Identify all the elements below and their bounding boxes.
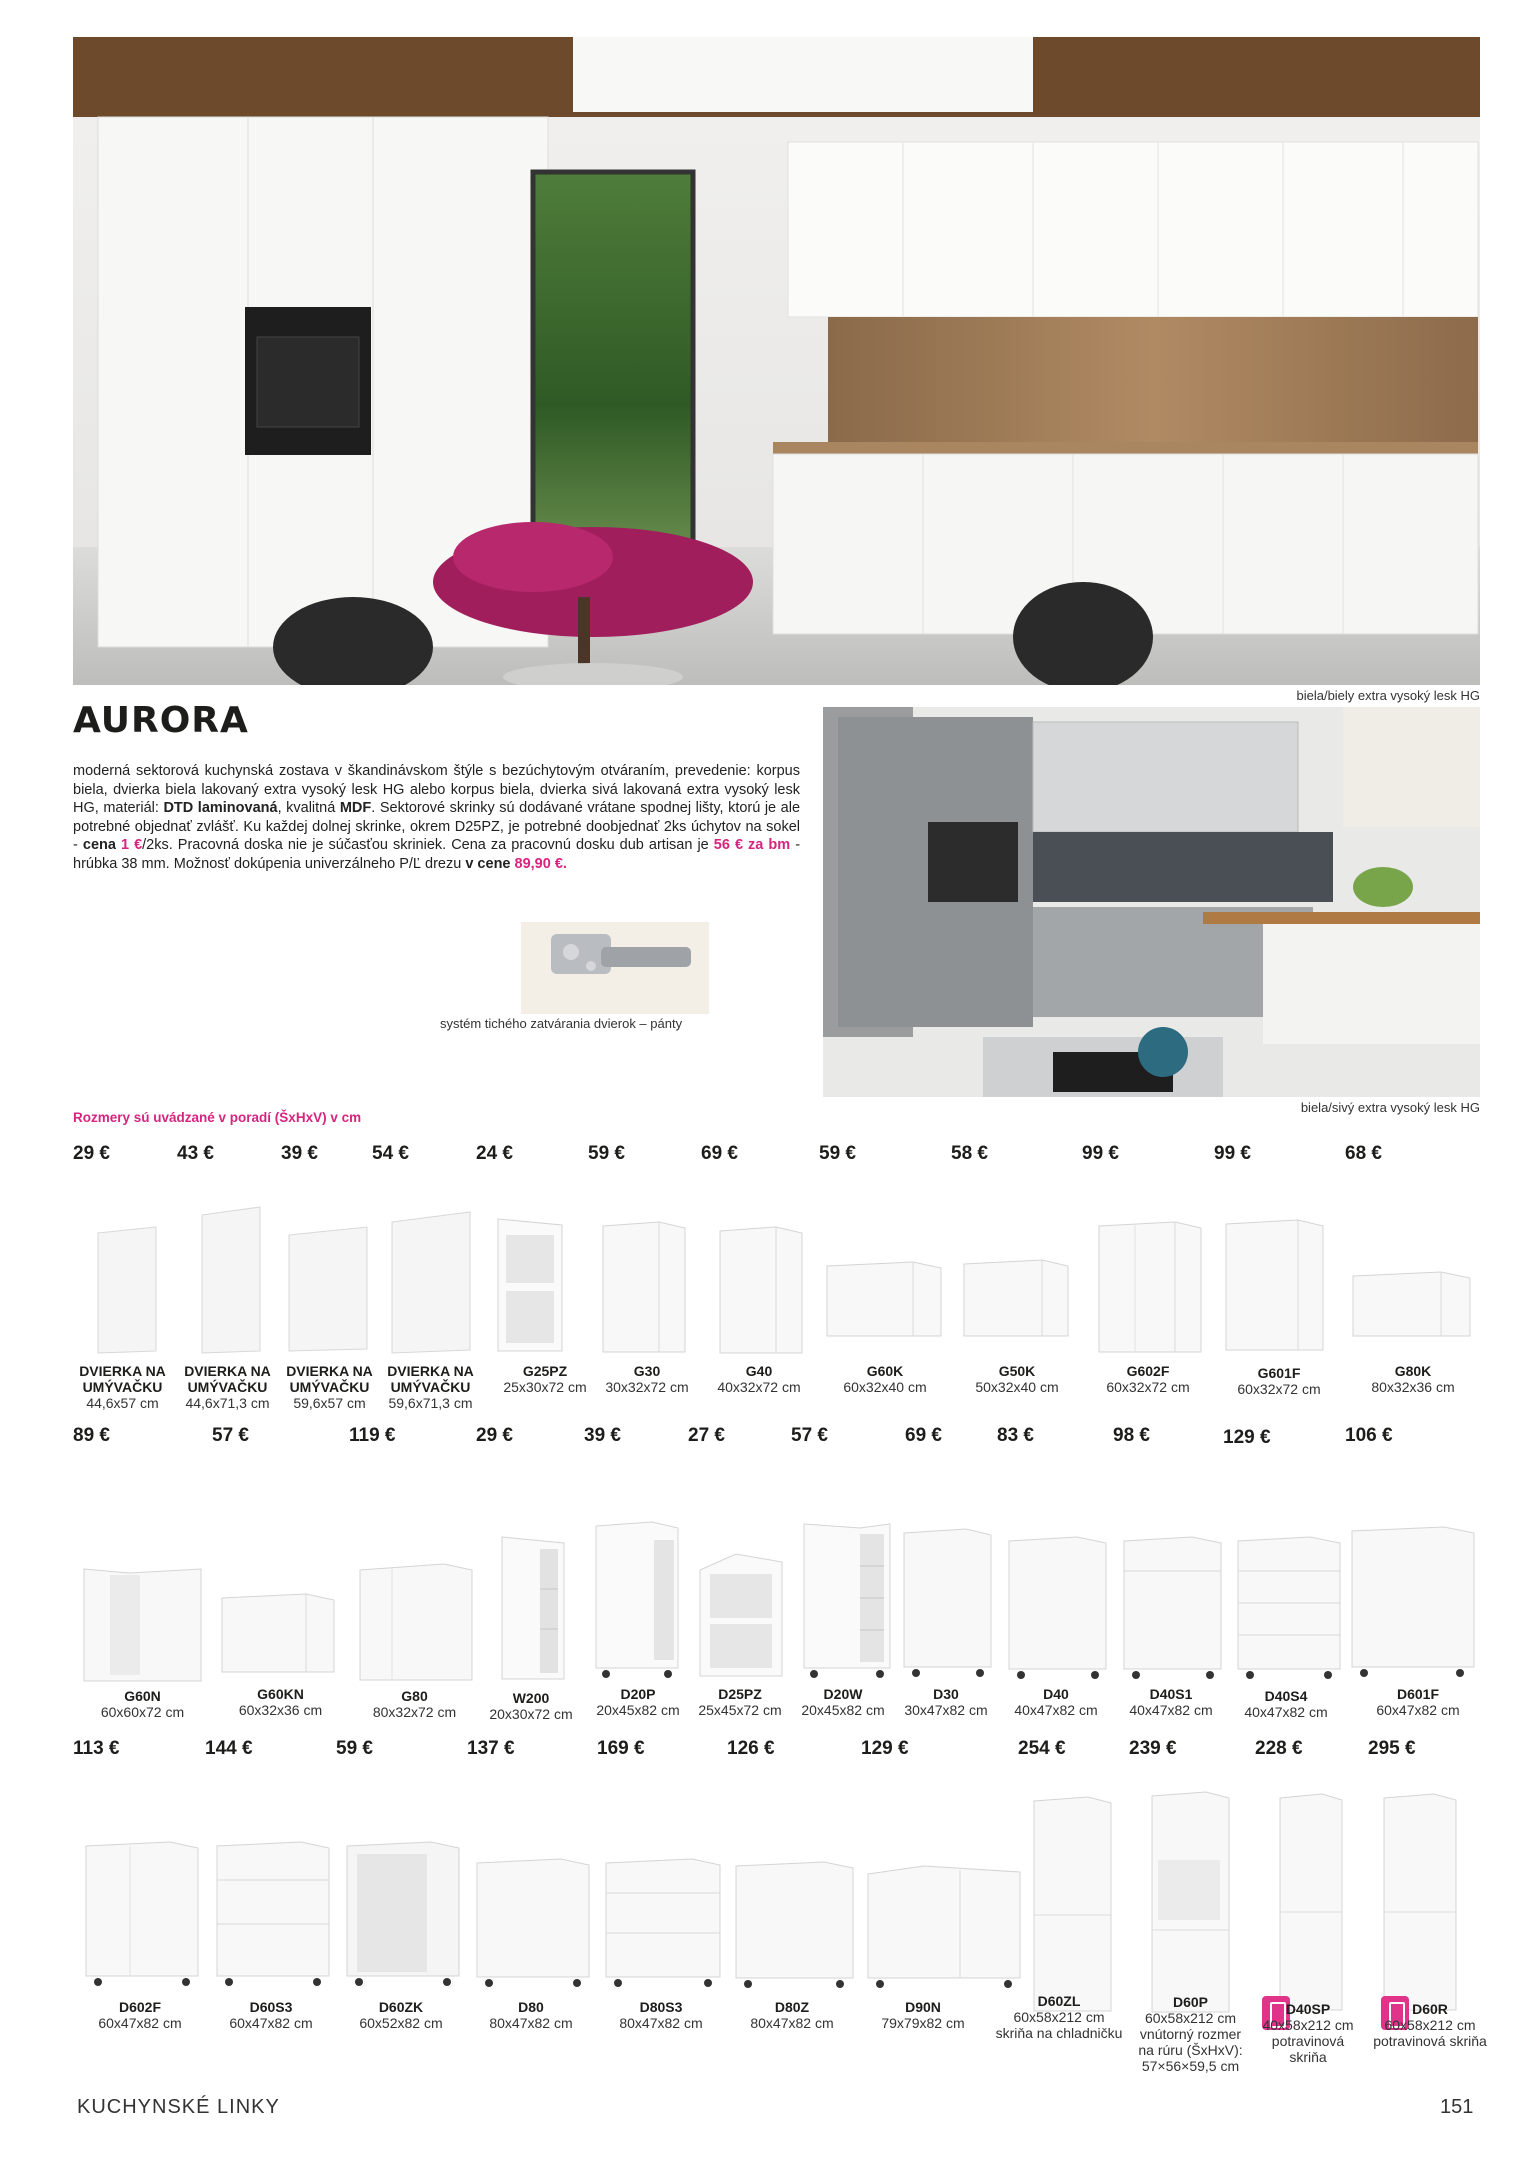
price: 113 € bbox=[73, 1738, 120, 1759]
product-item bbox=[984, 1993, 1134, 2041]
product-name: D602F bbox=[118, 1999, 162, 2015]
product-dimensions: 80x47x82 cm bbox=[619, 2015, 703, 2031]
product-item bbox=[868, 1999, 978, 2031]
cabinet-d40s4-image bbox=[1234, 1535, 1344, 1680]
product-dimensions: 20x45x82 cm bbox=[596, 1702, 680, 1718]
product-dimensions: 30x32x72 cm bbox=[605, 1379, 689, 1395]
price: 59 € bbox=[588, 1143, 625, 1164]
price: 24 € bbox=[476, 1143, 513, 1164]
product-description: moderná sektorová kuchynská zostava v škandinávskom štýle s bezúchytovým otváraním, prevedenie: korpus biela, dvierka biela lakovaný extra vysoký lesk HG alebo korpus biela, dvierka sivá lakovaná extra vysoký lesk HG, materiál: DTD laminovaná, kvalitná MDF. Sektorové skrinky sú dodávané vrátane spodnej lišty, ktorú je ale potrebné objednať zvlášť. Ku každej dolnej skrinke, okrem D25PZ, je potrebné doobjednať 2ks úchytov na sokel - cena 1 €/2ks. Pracovná doska nie je súčasťou skriniek. Cena za pracovnú dosku dub artisan je 56 € za bm - hrúbka 38 mm. Možnosť dokúpenia univerzálneho P/Ľ drezu v cene 89,90 €. bbox=[73, 763, 801, 872]
product-name: DVIERKA NA UMÝVAČKU bbox=[79, 1363, 166, 1395]
product-name: D60R bbox=[1412, 2001, 1448, 2017]
cabinet-d20p-image bbox=[592, 1520, 682, 1680]
product-item bbox=[708, 1363, 810, 1395]
product-item bbox=[1005, 1686, 1107, 1718]
cabinet-g601f-image bbox=[1222, 1218, 1327, 1353]
product-dimensions: 60x58x212 cm skriňa na chladničku bbox=[995, 2009, 1123, 2041]
cabinet-g80k-image bbox=[1349, 1270, 1474, 1340]
price: 43 € bbox=[177, 1143, 214, 1164]
cabinet-d30-image bbox=[900, 1527, 995, 1680]
product-item bbox=[689, 1686, 791, 1718]
product-item bbox=[1367, 2001, 1493, 2049]
product-name: DVIERKA NA UMÝVAČKU bbox=[184, 1363, 271, 1395]
cabinet-d60zk-image bbox=[343, 1840, 463, 1990]
cabinet-d80z-image bbox=[732, 1860, 857, 1990]
product-name: D80S3 bbox=[639, 1999, 683, 2015]
product-name: D60ZK bbox=[378, 1999, 424, 2015]
hero-caption: biela/biely extra vysoký lesk HG bbox=[1296, 688, 1480, 703]
product-name: W200 bbox=[512, 1690, 550, 1706]
product-item bbox=[606, 1999, 716, 2031]
product-name: G25PZ bbox=[522, 1363, 568, 1379]
product-name: D90N bbox=[905, 1999, 941, 2015]
product-item bbox=[494, 1363, 596, 1395]
product-dimensions: 60x32x72 cm bbox=[1106, 1379, 1190, 1395]
door-panel-image bbox=[92, 1225, 162, 1355]
cabinet-d20w-image bbox=[800, 1520, 895, 1680]
price: 89 € bbox=[73, 1425, 110, 1446]
product-name: G80K bbox=[1394, 1363, 1432, 1379]
price: 54 € bbox=[372, 1143, 409, 1164]
hinge-photo bbox=[521, 922, 709, 1014]
price: 59 € bbox=[819, 1143, 856, 1164]
product-dimensions: 59,6x71,3 cm bbox=[388, 1395, 473, 1411]
product-name: D80 bbox=[518, 1999, 544, 2015]
page-number: 151 bbox=[1440, 2096, 1474, 2118]
product-dimensions: 44,6x57 cm bbox=[86, 1395, 159, 1411]
product-item bbox=[1128, 1994, 1253, 2074]
product-name: D40 bbox=[1043, 1686, 1069, 1702]
product-name: D601F bbox=[1396, 1686, 1440, 1702]
product-item bbox=[476, 1999, 586, 2031]
cabinet-g50k-image bbox=[960, 1258, 1072, 1340]
cabinet-d80-image bbox=[473, 1857, 593, 1990]
product-item bbox=[587, 1686, 689, 1718]
cabinet-g60n-image bbox=[80, 1565, 205, 1685]
product-name: G30 bbox=[633, 1363, 661, 1379]
product-dimensions: 40x32x72 cm bbox=[717, 1379, 801, 1395]
price: 239 € bbox=[1129, 1738, 1177, 1759]
cabinet-w200-image bbox=[498, 1533, 568, 1683]
price: 99 € bbox=[1214, 1143, 1251, 1164]
cabinet-d80s3-image bbox=[602, 1857, 724, 1990]
product-title: AURORA bbox=[73, 700, 249, 741]
door-panel-image bbox=[283, 1225, 373, 1353]
cabinet-g80-image bbox=[356, 1562, 476, 1685]
cabinet-g60k-image bbox=[823, 1260, 945, 1340]
product-dimensions: 60x47x82 cm bbox=[229, 2015, 313, 2031]
product-dimensions: 40x47x82 cm bbox=[1244, 1704, 1328, 1720]
product-dimensions: 25x45x72 cm bbox=[698, 1702, 782, 1718]
price: 69 € bbox=[905, 1425, 942, 1446]
product-dimensions: 60x47x82 cm bbox=[98, 2015, 182, 2031]
product-dimensions: 60x52x82 cm bbox=[359, 2015, 443, 2031]
product-item bbox=[277, 1363, 382, 1411]
price: 58 € bbox=[951, 1143, 988, 1164]
price: 98 € bbox=[1113, 1425, 1150, 1446]
price: 129 € bbox=[861, 1738, 909, 1759]
price: 144 € bbox=[205, 1738, 253, 1759]
product-dimensions: 79x79x82 cm bbox=[881, 2015, 965, 2031]
product-item bbox=[357, 1688, 472, 1720]
product-dimensions: 60x47x82 cm bbox=[1376, 1702, 1460, 1718]
product-item bbox=[962, 1363, 1072, 1395]
cabinet-d40sp-image bbox=[1276, 1792, 1346, 2017]
product-dimensions: 20x30x72 cm bbox=[489, 1706, 573, 1722]
product-name: D60ZL bbox=[1037, 1993, 1081, 2009]
door-panel-image bbox=[196, 1205, 266, 1355]
product-dimensions: 60x60x72 cm bbox=[100, 1704, 185, 1720]
product-name: G60KN bbox=[257, 1686, 304, 1702]
cabinet-d60r-image bbox=[1380, 1792, 1460, 2017]
product-name: G60N bbox=[124, 1688, 161, 1704]
price: 29 € bbox=[476, 1425, 513, 1446]
product-dimensions: 80x32x72 cm bbox=[372, 1704, 457, 1720]
product-name: D25PZ bbox=[718, 1686, 762, 1702]
product-item bbox=[596, 1363, 698, 1395]
price: 69 € bbox=[701, 1143, 738, 1164]
product-dimensions: 59,6x57 cm bbox=[293, 1395, 366, 1411]
price: 39 € bbox=[281, 1143, 318, 1164]
product-name: D40S1 bbox=[1149, 1686, 1193, 1702]
product-name: G601F bbox=[1257, 1365, 1301, 1381]
price: 295 € bbox=[1368, 1738, 1416, 1759]
product-item bbox=[85, 1999, 195, 2031]
cabinet-d25pz-image bbox=[696, 1550, 786, 1680]
product-dimensions: 60x32x72 cm bbox=[1237, 1381, 1321, 1397]
product-dimensions: 20x45x82 cm bbox=[801, 1702, 885, 1718]
product-item bbox=[480, 1690, 582, 1722]
product-item bbox=[1253, 2001, 1363, 2065]
cabinet-d40-image bbox=[1005, 1535, 1110, 1680]
price: 27 € bbox=[688, 1425, 725, 1446]
product-item bbox=[895, 1686, 997, 1718]
product-item bbox=[378, 1363, 483, 1411]
product-item bbox=[830, 1363, 940, 1395]
product-item bbox=[1120, 1686, 1222, 1718]
product-item bbox=[346, 1999, 456, 2031]
product-item bbox=[70, 1363, 175, 1411]
product-dimensions: 50x32x40 cm bbox=[975, 1379, 1059, 1395]
product-name: DVIERKA NA UMÝVAČKU bbox=[387, 1363, 474, 1395]
price: 68 € bbox=[1345, 1143, 1382, 1164]
product-name: D80Z bbox=[774, 1999, 810, 2015]
product-item bbox=[223, 1686, 338, 1718]
cabinet-g40-image bbox=[716, 1225, 806, 1355]
product-item bbox=[737, 1999, 847, 2031]
cabinet-g25pz-image bbox=[494, 1215, 566, 1355]
cabinet-d60s3-image bbox=[213, 1840, 333, 1990]
price: 126 € bbox=[727, 1738, 775, 1759]
cabinet-d602f-image bbox=[82, 1840, 202, 1990]
cabinet-g60kn-image bbox=[218, 1592, 338, 1677]
price: 99 € bbox=[1082, 1143, 1119, 1164]
hinge-caption: systém tichého zatvárania dvierok – pánty bbox=[440, 1016, 683, 1031]
cabinet-g30-image bbox=[599, 1220, 689, 1355]
product-name: D60S3 bbox=[249, 1999, 293, 2015]
product-name: D60P bbox=[1172, 1994, 1209, 2010]
product-item bbox=[1356, 1363, 1470, 1395]
product-item bbox=[1224, 1365, 1334, 1397]
product-item bbox=[1093, 1363, 1203, 1395]
product-name: D40SP bbox=[1285, 2001, 1331, 2017]
product-dimensions: 60x32x36 cm bbox=[238, 1702, 323, 1718]
product-item bbox=[792, 1686, 894, 1718]
cabinet-g602f-image bbox=[1095, 1220, 1205, 1355]
product-item bbox=[1235, 1688, 1337, 1720]
price: 254 € bbox=[1018, 1738, 1066, 1759]
product-name: G60K bbox=[866, 1363, 904, 1379]
price: 137 € bbox=[467, 1738, 515, 1759]
price: 57 € bbox=[212, 1425, 249, 1446]
price: 39 € bbox=[584, 1425, 621, 1446]
photo2-caption: biela/sivý extra vysoký lesk HG bbox=[1300, 1100, 1480, 1115]
product-dimensions: 60x58x212 cm vnútorný rozmer na rúru (ŠxHxV): 57×56×59,5 cm bbox=[1138, 2010, 1243, 2074]
product-name: D30 bbox=[933, 1686, 959, 1702]
cabinet-d60zl-image bbox=[1030, 1795, 1115, 2020]
price: 59 € bbox=[336, 1738, 373, 1759]
door-panel-image bbox=[386, 1210, 476, 1355]
product-name: D20W bbox=[823, 1686, 863, 1702]
product-item bbox=[85, 1688, 200, 1720]
product-dimensions: 40x47x82 cm bbox=[1129, 1702, 1213, 1718]
price: 29 € bbox=[73, 1143, 110, 1164]
price: 169 € bbox=[597, 1738, 645, 1759]
product-dimensions: 80x47x82 cm bbox=[489, 2015, 573, 2031]
price: 83 € bbox=[997, 1425, 1034, 1446]
product-item bbox=[1363, 1686, 1473, 1718]
product-name: G50K bbox=[998, 1363, 1036, 1379]
product-name: DVIERKA NA UMÝVAČKU bbox=[286, 1363, 373, 1395]
cabinet-d90n-image bbox=[864, 1862, 1024, 1990]
product-dimensions: 40x58x212 cm potravinová skriňa bbox=[1262, 2017, 1354, 2065]
product-dimensions: 80x32x36 cm bbox=[1371, 1379, 1455, 1395]
product-dimensions: 25x30x72 cm bbox=[503, 1379, 587, 1395]
product-name: D40S4 bbox=[1264, 1688, 1308, 1704]
product-dimensions: 40x47x82 cm bbox=[1014, 1702, 1098, 1718]
product-dimensions: 44,6x71,3 cm bbox=[185, 1395, 270, 1411]
price: 57 € bbox=[791, 1425, 828, 1446]
grey-kitchen-photo bbox=[823, 707, 1480, 1097]
cabinet-d60p-image bbox=[1148, 1790, 1233, 2020]
price: 228 € bbox=[1255, 1738, 1303, 1759]
cabinet-d601f-image bbox=[1348, 1525, 1478, 1680]
section-footer: KUCHYNSKÉ LINKY bbox=[77, 2096, 280, 2118]
product-name: G40 bbox=[745, 1363, 773, 1379]
product-dimensions: 30x47x82 cm bbox=[904, 1702, 988, 1718]
product-dimensions: 60x58x212 cm potravinová skriňa bbox=[1373, 2017, 1487, 2049]
dimensions-note: Rozmery sú uvádzané v poradí (ŠxHxV) v cm bbox=[73, 1110, 362, 1125]
cabinet-d40s1-image bbox=[1120, 1535, 1225, 1680]
hero-kitchen-photo bbox=[73, 37, 1480, 685]
product-item bbox=[175, 1363, 280, 1411]
product-item bbox=[216, 1999, 326, 2031]
price: 119 € bbox=[349, 1425, 396, 1446]
product-dimensions: 60x32x40 cm bbox=[843, 1379, 927, 1395]
product-name: G602F bbox=[1126, 1363, 1170, 1379]
price: 129 € bbox=[1223, 1427, 1271, 1448]
price: 106 € bbox=[1345, 1425, 1393, 1446]
product-name: G80 bbox=[401, 1688, 428, 1704]
product-dimensions: 80x47x82 cm bbox=[750, 2015, 834, 2031]
product-name: D20P bbox=[620, 1686, 656, 1702]
